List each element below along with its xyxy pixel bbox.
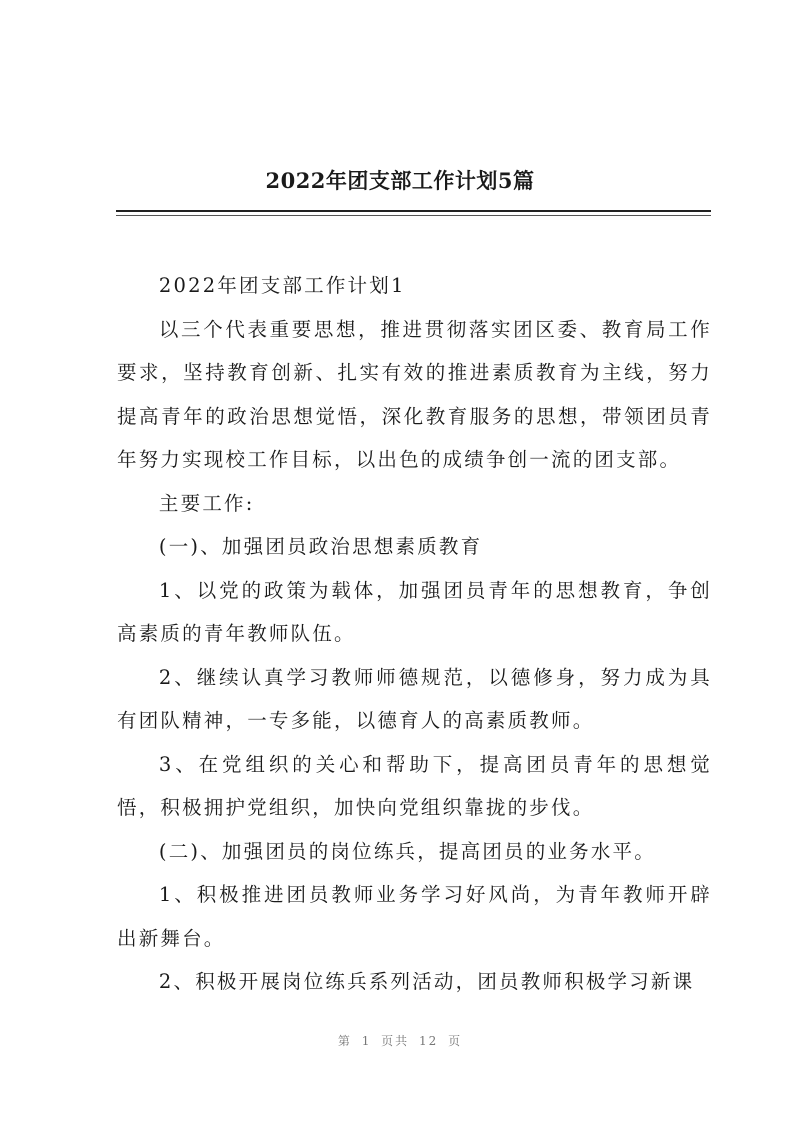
- paragraph: 1、积极推进团员教师业务学习好风尚，为青年教师开辟出新舞台。: [117, 883, 712, 950]
- paragraph: 3、在党组织的关心和帮助下，提高团员青年的思想觉悟，积极拥护党组织，加快向党组织靠拢的步伐。: [117, 752, 712, 819]
- paragraph: 2、积极开展岗位练兵系列活动，团员教师积极学习新课: [158, 970, 695, 993]
- paragraph: (一)、加强团员政治思想素质教育: [158, 535, 483, 558]
- section-heading: 2022年团支部工作计划1: [158, 274, 406, 297]
- page-footer: 第 1 页共 12 页: [337, 1034, 463, 1048]
- document-title: 2022年团支部工作计划5篇: [265, 168, 535, 193]
- paragraph: 1、以党的政策为载体，加强团员青年的思想教育，争创高素质的青年教师队伍。: [117, 578, 712, 645]
- paragraph: 2、继续认真学习教师师德规范，以德修身，努力成为具有团队精神，一专多能，以德育人的高素质教师。: [117, 665, 712, 732]
- paragraph: (二)、加强团员的岗位练兵，提高团员的业务水平。: [158, 839, 656, 863]
- title-underline-thin: [116, 215, 711, 216]
- paragraph: 主要工作:: [158, 491, 255, 515]
- paragraph: 以三个代表重要思想，推进贯彻落实团区委、教育局工作要求，坚持教育创新、扎实有效的推进素质教育为主线，努力提高青年的政治思想觉悟，深化教育服务的思想，带领团员青年努力实现校工作目标，以出色的成绩争创一流的团支部。: [117, 317, 712, 471]
- title-underline: [116, 210, 711, 212]
- document-body: [117, 264, 712, 1004]
